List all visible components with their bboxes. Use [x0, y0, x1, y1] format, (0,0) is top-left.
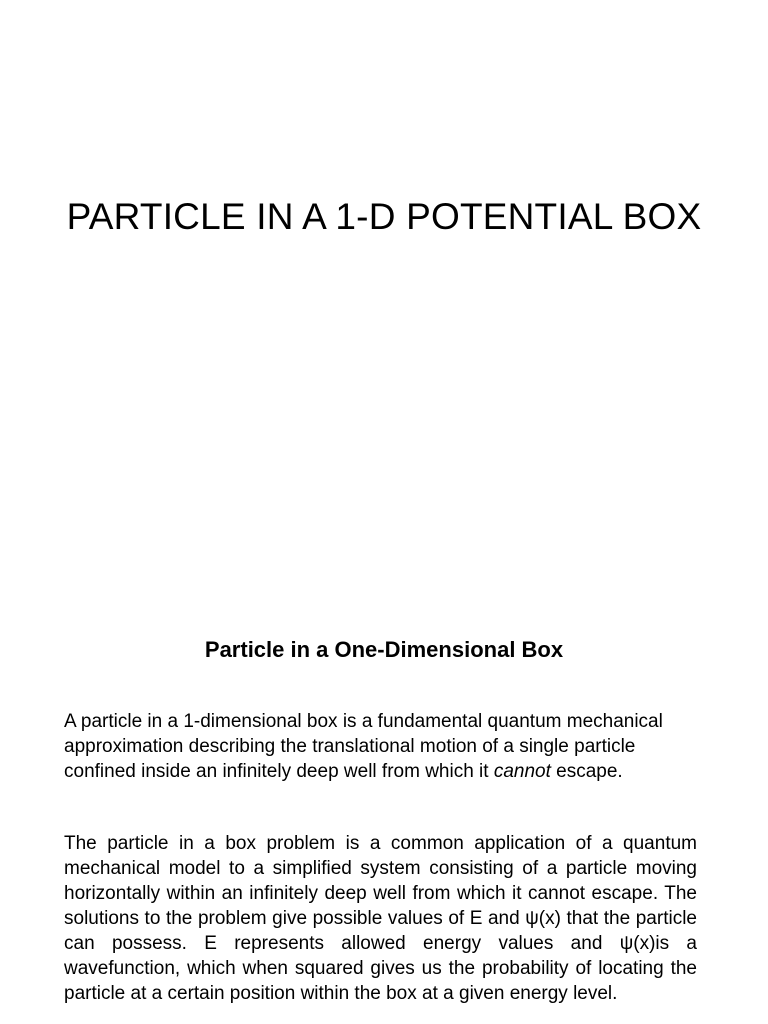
intro-paragraph — [64, 709, 697, 784]
slide-title: PARTICLE IN A 1-D POTENTIAL BOX — [66, 196, 702, 237]
document-page — [0, 576, 768, 1024]
intro-text-start: A particle in a 1-dimensional box is a fundamental quantum mechanical approximation describing the translational motion of a single particle confined inside an infinitely deep well from which it — [64, 711, 663, 782]
intro-text-end: escape. — [550, 761, 623, 782]
body-paragraph: The particle in a box problem is a common application of a quantum mechanical model to a simplified system consisting of a particle moving horizontally within an infinitely deep well from which it cannot escape. The solutions to the problem give possible values of E and ψ(x) that the particle can possess. E represents allowed energy values and ψ(x)is a wavefunction, which when squared gives us the probability of locating the particle at a certain position within the box at a given energy level. — [64, 833, 697, 1004]
section-heading: Particle in a One-Dimensional Box — [204, 637, 564, 662]
intro-emphasis: cannot — [493, 761, 551, 782]
